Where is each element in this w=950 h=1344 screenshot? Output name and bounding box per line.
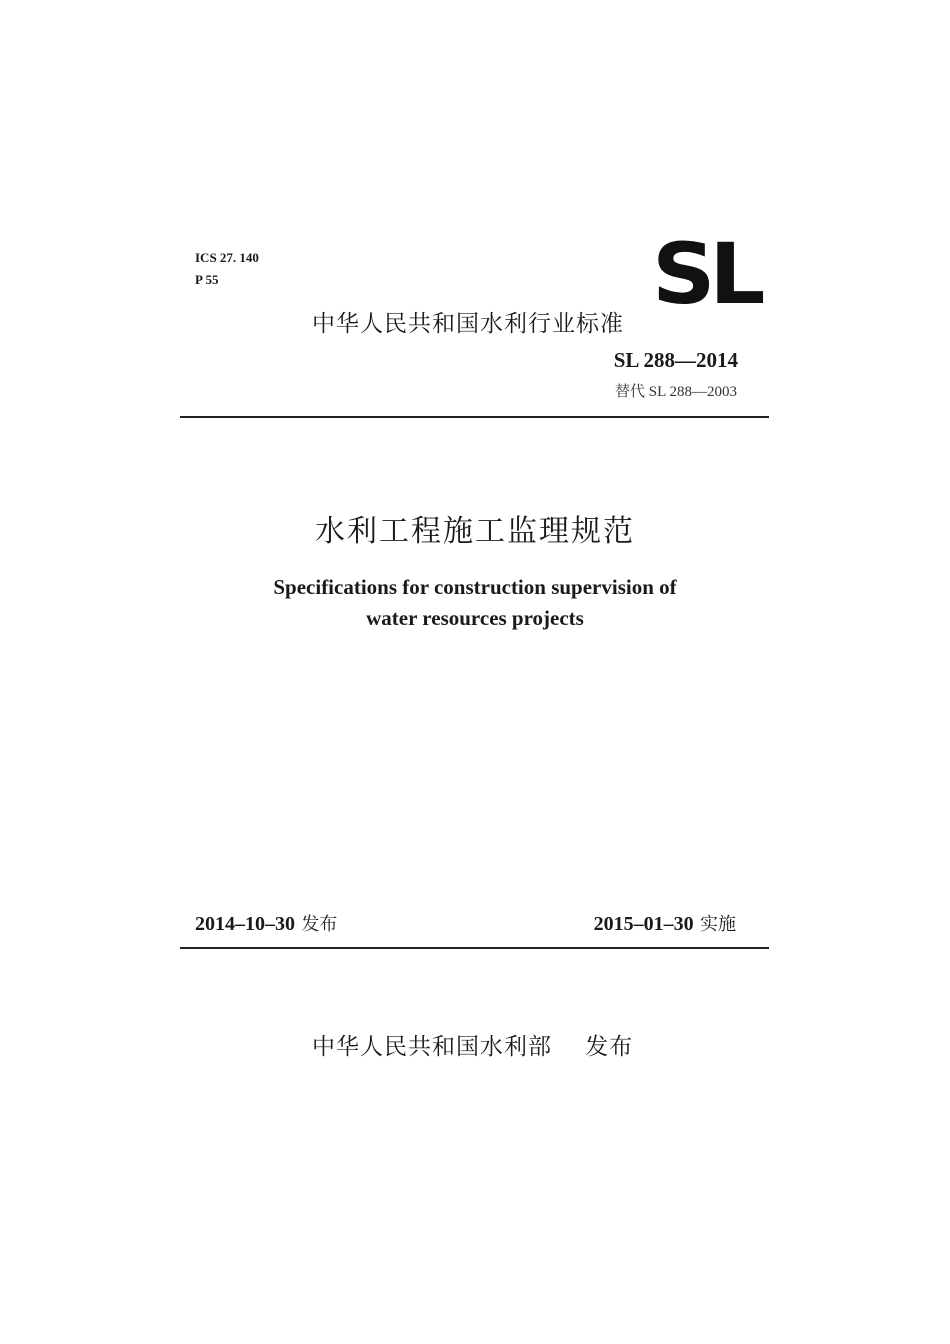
- bottom-divider: [180, 947, 769, 949]
- title-english-line2: water resources projects: [366, 606, 584, 630]
- implement-date: 2015–01–30: [593, 913, 694, 935]
- classification-codes: [195, 247, 259, 291]
- replaces-standard: 替代 SL 288—2003: [615, 384, 737, 400]
- ics-code: ICS 27. 140: [195, 250, 259, 265]
- publisher-label: 发布: [585, 1034, 634, 1060]
- publisher: [312, 1028, 633, 1061]
- ccs-code: P 55: [195, 272, 219, 287]
- title-english-line1: Specifications for construction supervision of: [273, 575, 677, 599]
- top-divider: [180, 416, 769, 418]
- issue-label: 发布: [301, 914, 338, 935]
- sl-logo: SL: [652, 225, 760, 323]
- publisher-name: 中华人民共和国水利部: [312, 1034, 552, 1060]
- issue-date-block: [195, 910, 337, 936]
- implement-date-block: [594, 910, 736, 936]
- title-english: [0, 572, 950, 634]
- implement-label: 实施: [700, 914, 736, 935]
- standard-category: 中华人民共和国水利行业标准: [312, 311, 624, 337]
- issue-date: 2014–10–30: [195, 913, 295, 935]
- title-chinese: 水利工程施工监理规范: [315, 514, 635, 549]
- standard-number: SL 288—2014: [613, 348, 738, 372]
